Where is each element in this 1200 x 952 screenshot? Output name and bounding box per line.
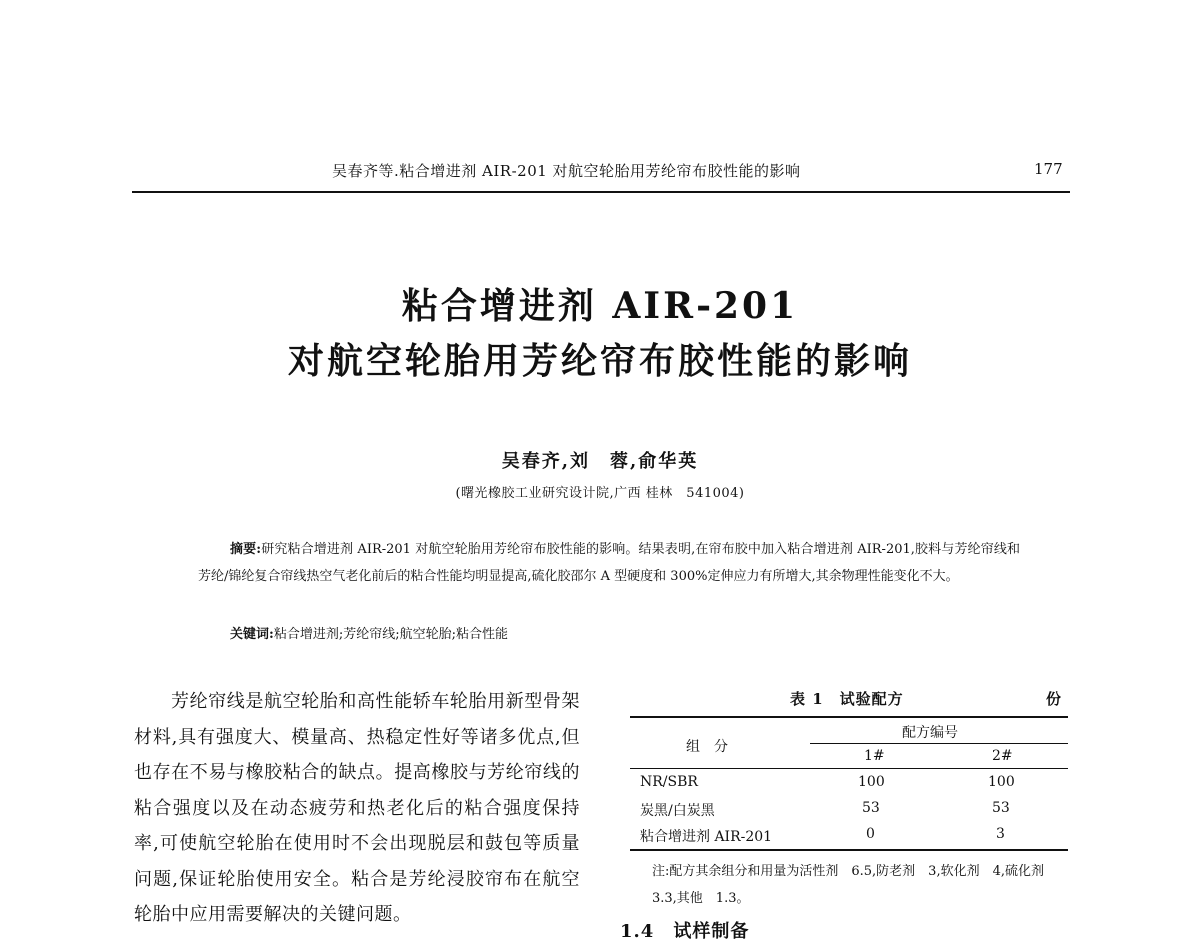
keywords-label: 关键词: — [230, 627, 274, 642]
table-row-1-v1: 100 — [858, 774, 885, 790]
table-row-1-name: NR/SBR — [640, 774, 698, 790]
table-header-component: 组 分 — [686, 739, 728, 755]
table-header-col1: 1# — [864, 748, 885, 764]
table-group-rule — [810, 743, 1068, 744]
abstract — [198, 536, 1020, 590]
abstract-text: 研究粘合增进剂 AIR-201 对航空轮胎用芳纶帘布胶性能的影响。结果表明,在帘布胶中加入粘合增进剂 AIR-201,胶料与芳纶帘线和芳纶/锦纶复合帘线热空气老化前后的粘合性能均明显提高,硫化胶邵尔 A 型硬度和 300%定伸应力有所增大,其余物理性能变化不大。 — [198, 542, 1020, 584]
table-row-2-v2: 53 — [992, 800, 1010, 816]
authors: 吴春齐,刘 蓉,俞华英 — [501, 451, 699, 472]
table-row-3-v2: 3 — [996, 826, 1005, 842]
table-bottom-rule — [630, 849, 1068, 851]
table-top-rule — [630, 716, 1068, 718]
header-rule — [132, 191, 1070, 193]
keywords — [230, 623, 508, 642]
table-row-2-v1: 53 — [862, 800, 880, 816]
paper-title-line-1: 粘合增进剂 AIR-201 — [401, 285, 799, 327]
table-row-3-name: 粘合增进剂 AIR-201 — [640, 829, 773, 845]
running-title: 吴春齐等.粘合增进剂 AIR-201 对航空轮胎用芳纶帘布胶性能的影响 — [332, 162, 801, 180]
table-caption: 表 1 试验配方 — [790, 690, 904, 708]
table-header-col2: 2# — [992, 748, 1013, 764]
section-heading: 1.4 试样制备 — [620, 921, 750, 942]
table-header-group: 配方编号 — [902, 725, 958, 741]
table-note: 注:配方其余组分和用量为活性剂 6.5,防老剂 3,软化剂 4,硫化剂 3.3,其他 1.3。 — [652, 864, 1058, 906]
page-number: 177 — [1034, 160, 1063, 178]
abstract-label: 摘要: — [230, 542, 262, 557]
keywords-text: 粘合增进剂;芳纶帘线;航空轮胎;粘合性能 — [273, 627, 508, 642]
table-row-2-name: 炭黑/白炭黑 — [640, 803, 715, 819]
body-paragraph: 芳纶帘线是航空轮胎和高性能轿车轮胎用新型骨架材料,具有强度大、模量高、热稳定性好等诸多优点,但也存在不易与橡胶粘合的缺点。提高橡胶与芳纶帘线的粘合强度以及在动态疲劳和热老化后的粘合强度保持率,可使航空轮胎在使用时不会出现脱层和鼓包等质量问题,保证轮胎使用安全。粘合是芳纶浸胶帘布在航空轮胎中应用需要解决的关键问题。 — [134, 691, 580, 925]
table-header-rule — [630, 768, 1068, 769]
table-unit: 份 — [1046, 690, 1062, 708]
affiliation: (曙光橡胶工业研究设计院,广西 桂林 541004) — [455, 486, 745, 501]
paper-title-line-2: 对航空轮胎用芳纶帘布胶性能的影响 — [287, 340, 912, 382]
table-row-1-v2: 100 — [988, 774, 1015, 790]
table-row-3-v1: 0 — [866, 826, 875, 842]
